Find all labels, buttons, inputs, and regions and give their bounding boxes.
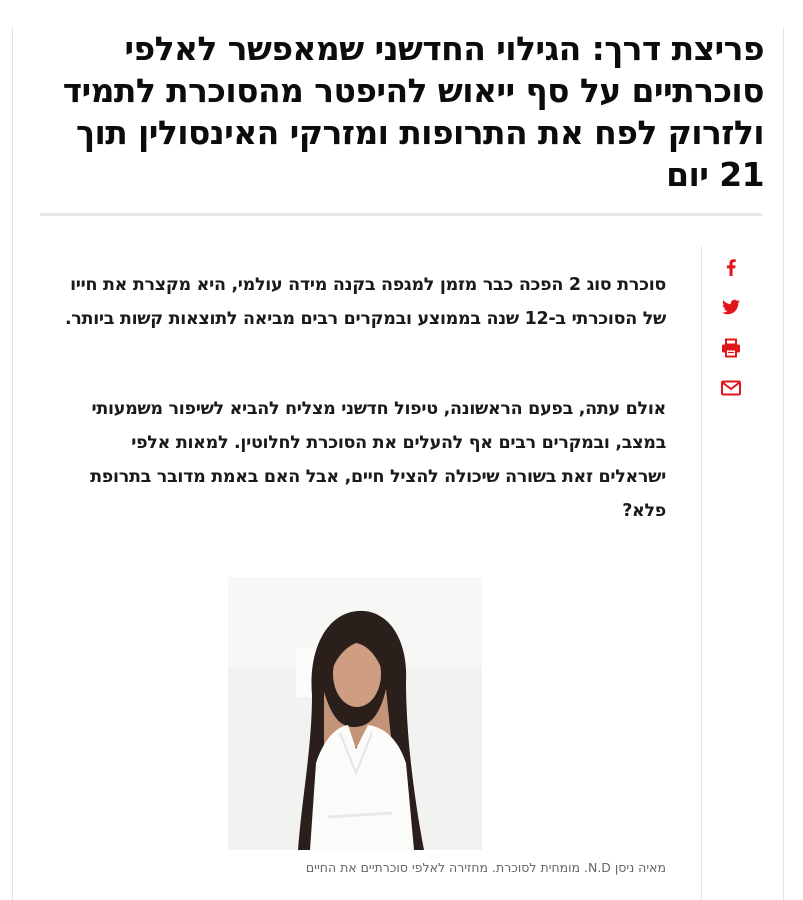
facebook-icon[interactable] bbox=[718, 254, 744, 280]
article-paragraph-intro: סוכרת סוג 2 הפכה כבר מזמן למגפה בקנה מידה עולמי, היא מקצרת את חייו של הסוכרתי ב-12 שנה בממוצע ובמקרים רבים מביאה לתוצאות קשות ביותר. bbox=[64, 275, 666, 329]
twitter-icon[interactable] bbox=[718, 294, 744, 320]
page-border-left bbox=[12, 28, 13, 900]
headline-divider bbox=[40, 213, 762, 216]
article-paragraph-second: אולם עתה, בפעם הראשונה, טיפול חדשני מצליח להביא לשיפור משמעותי במצב, ובמקרים רבים אף להעלים את הסוכרת לחלוטין. למאות אלפי ישראלים זאת בשורה שיכולה להציל חיים, אבל האם באמת מדובר בתרופת פלא? bbox=[90, 399, 666, 521]
image-caption: מאיה ניסן N.D. מומחית לסוכרת. מחזירה לאלפי סוכרתיים את החיים bbox=[305, 860, 666, 875]
email-icon[interactable] bbox=[718, 375, 744, 401]
expert-portrait-photo bbox=[228, 577, 482, 850]
print-icon[interactable] bbox=[718, 335, 744, 361]
article-headline: פריצת דרך: הגילוי החדשני שמאפשר לאלפי סוכרתיים על סף ייאוש להיפטר מהסוכרת לתמיד ולזרוק לפח את התרופות ומזרקי האינסולין תוך 21 יום bbox=[62, 29, 764, 194]
share-column-divider bbox=[701, 246, 702, 900]
page-border-right bbox=[783, 28, 784, 900]
